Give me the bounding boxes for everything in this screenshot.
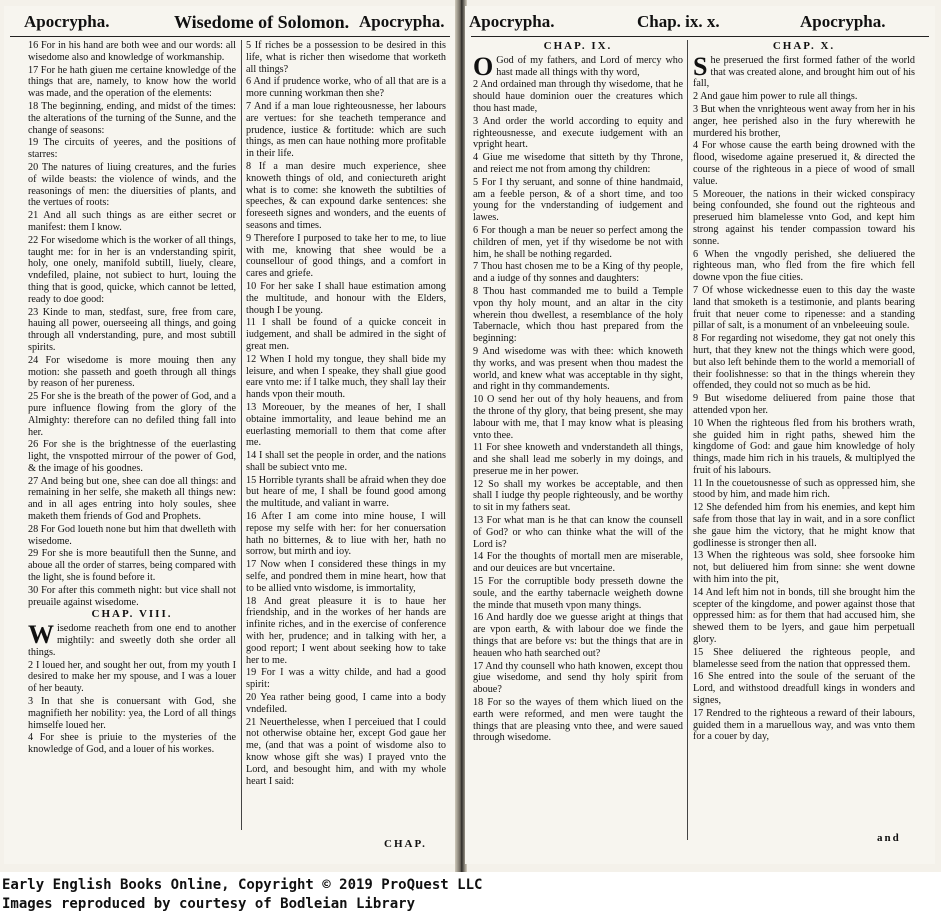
verse: 20 The natures of liuing creatures, and the furies of wilde beasts: the violence of winds, and the reasonings of men: the diuersities of plants, and the vertues of roots:: [28, 161, 236, 209]
chapter-heading: CHAP. X.: [772, 40, 836, 52]
verse: 24 For wisedome is more mouing then any motion: she passeth and goeth through all things by reason of her pureness.: [28, 354, 236, 390]
verse: 19 The circuits of yeeres, and the positions of starres:: [28, 137, 236, 161]
verse: 5 Moreouer, the nations in their wicked conspiracy being confounded, she found out the righteous and preserued him blamelesse vnto God, and kept him strong against his tender compassion toward his sonne.: [693, 188, 915, 247]
verse: 22 For wisedome which is the worker of all things, taught me: for in her is an vnderstanding spirit, holy, one onely, manifold subtill, liuely, cleare, vndefiled, plaine, not subiect to hurt, louing the thing that is good, quicke, which cannot be letted, ready to doe good:: [28, 234, 236, 305]
right-column-2: [693, 40, 915, 840]
verse: 10 When the righteous fled from his brothers wrath, she guided him in right paths, shewed him the kingdome of God: and gaue him knowledge of holy things, made him rich in his trauels, & multiplyed the fruit of his labours.: [693, 417, 915, 476]
verse: 10 For her sake I shall haue estimation among the multitude, and honour with the Elders, though I be young.: [246, 280, 446, 316]
verse: 18 For so the wayes of them which liued on the earth were reformed, and men were taught the things that are pleasing vnto thee, and were saued through wisedome.: [473, 697, 683, 744]
verse: 13 For what man is he that can know the counsell of God? or who can thinke what the will of the Lord is?: [473, 515, 683, 550]
verse: 7 Thou hast chosen me to be a King of thy people, and a iudge of thy sonnes and daughters:: [473, 261, 683, 285]
verse: OGod of my fathers, and Lord of mercy who hast made all things with thy word,: [473, 51, 683, 81]
verse: 5 For I thy seruant, and sonne of thine handmaid, am a feeble person, & of a short time, and too young for the vnderstanding of iudgement and lawes.: [473, 176, 683, 224]
verse: 20 Yea rather being good, I came into a body vndefiled.: [246, 692, 446, 715]
verse: 30 For after this commeth night: but vice shall not preuaile against wisedome.: [28, 584, 236, 608]
verse: 16 For in his hand are both wee and our words: all wisedome also and knowledge of workmanship.: [28, 40, 236, 63]
verse: 3 In that she is conuersant with God, she magnifieth her nobility: yea, the Lord of all things himselfe loued her.: [28, 696, 236, 731]
right-header-left: Apocrypha.: [469, 12, 555, 31]
right-running-head: [465, 10, 935, 36]
verse: 15 Shee deliuered the righteous people, and blamelesse seed from the nation that oppressed them.: [693, 646, 915, 670]
chapter-heading: CHAP. VIII.: [91, 608, 173, 621]
catchword: and: [877, 832, 901, 844]
left-running-head: [4, 10, 456, 36]
verse: 17 For he hath giuen me certaine knowledge of the things that are, namely, to know how the world was made, and the operation of the elements:: [28, 64, 236, 100]
column-divider: [687, 40, 688, 840]
verse: 13 Moreouer, by the meanes of her, I shall obtaine immortality, and leaue behind me an euerlasting memoriall to them that come after me.: [246, 401, 446, 449]
header-rule: [471, 36, 929, 37]
chapter-heading: CHAP. IX.: [543, 40, 613, 52]
verse: 16 And hardly doe we guesse aright at things that are vpon earth, & with labour doe we finde the things that are before vs: but the things that are in heauen who hath searched out?: [473, 612, 683, 659]
verse: 4 Giue me wisedome that sitteth by thy Throne, and reiect me not from among thy children:: [473, 152, 683, 175]
verse: 4 For whose cause the earth being drowned with the flood, wisedome againe preserued it, & directed the course of the righteous in a piece of wood of small value.: [693, 140, 915, 187]
column-divider: [241, 40, 242, 830]
verse: 9 Therefore I purposed to take her to me, to liue with me, knowing that shee would be a counsellour of good things, and a comfort in cares and griefe.: [246, 232, 446, 280]
verse: 14 And left him not in bonds, till she brought him the scepter of the kingdome, and power against those that oppressed him: as for them that had accused him, she shewed them to be lyers, and gaue him perpetuall glory.: [693, 586, 915, 646]
verse: 15 For the corruptible body presseth downe the soule, and the earthy tabernacle weigheth downe the minde that museth vpon many things.: [473, 576, 683, 611]
verse: 8 Thou hast commanded me to build a Temple vpon thy holy mount, and an altar in the city wherein thou dwellest, a resemblance of the holy Tabernacle, which thou hast prepared from the beginning:: [473, 285, 683, 345]
verse: 11 For shee knoweth and vnderstandeth all things, and she shall lead me soberly in my doings, and preserue me in her power.: [473, 442, 683, 477]
right-page: [465, 6, 935, 864]
verse: 17 And thy counsell who hath knowen, except thou giue wisedome, and send thy holy spirit from aboue?: [473, 660, 683, 696]
left-header-title: Wisedome of Solomon.: [174, 12, 350, 32]
verse: 11 I shall be found of a quicke conceit in iudgement, and shall be admired in the sight of great men.: [246, 317, 446, 352]
verse: 28 For God loueth none but him that dwelleth with wisedome.: [28, 523, 236, 547]
verse: 12 When I hold my tongue, they shall bide my leisure, and when I speake, they shall giue good eare vnto me: if I talke much, they shall lay their hands vpon their mouth.: [246, 353, 446, 401]
verse: 21 Neuerthelesse, when I perceiued that I could not otherwise obtaine her, except God gaue her me, (and that was a point of wisdome also to know whose gift she was) I prayed vnto the Lord, and besought him, and with my whole heart I said:: [246, 716, 446, 787]
verse: 12 So shall my workes be acceptable, and then shall I iudge thy people righteously, and be worthy to sit in my fathers seat.: [473, 478, 683, 514]
verse: 6 And if prudence worke, who of all that are is a more cunning workman then she?: [246, 76, 446, 100]
verse: 12 She defended him from his enemies, and kept him safe from those that lay in wait, and in a sore conflict she gaue him the victory, that he might know that godlinesse is stronger then all.: [693, 502, 915, 549]
verse: 18 And great pleasure it is to haue her friendship, and in the workes of her hands are infinite riches, and in the exercise of conference with her, prudence; and in talking with her, a good report; I went about seeking how to take her to me.: [246, 595, 446, 666]
verse: 26 For she is the brightnesse of the euerlasting light, the vnspotted mirrour of the power of God, & the image of his goodnes.: [28, 439, 236, 474]
left-header-left: Apocrypha.: [24, 12, 110, 31]
verse: 16 After I am come into mine house, I will repose my selfe with her: for her conuersation hath no bitternes, & to liue with her, hath no sorrow, but mirth and ioy.: [246, 511, 446, 558]
verse: 2 And ordained man through thy wisedome, that he should haue dominion ouer the creatures which thou hast made,: [473, 79, 683, 114]
verse: 8 If a man desire much experience, shee knoweth things of old, and coniectureth aright what is to come: she knoweth the subtilties of speeches, & can expound darke sentences: she foreseeth signes and wonders, and the euents of seasons and times.: [246, 160, 446, 231]
left-page: [4, 6, 456, 864]
verse: 16 She entred into the soule of the seruant of the Lord, and withstood dreadfull kings in wonders and signes,: [693, 671, 915, 707]
header-rule: [10, 36, 450, 37]
verse: 17 Now when I considered these things in my selfe, and pondred them in mine heart, how that to be allied vnto wisdome, is immortality,: [246, 559, 446, 594]
left-column-1: [28, 40, 236, 830]
verse: 3 And order the world according to equity and righteousnesse, and execute iudgement with an vpright heart.: [473, 115, 683, 151]
verse: She preserued the first formed father of the world that was created alone, and brought him out of his fall,: [693, 51, 915, 90]
right-header-right: Apocrypha.: [800, 12, 886, 31]
verse: 5 If riches be a possession to be desired in this life, what is richer then wisedome that worketh all things?: [246, 40, 446, 75]
verse: 6 For though a man be neuer so perfect among the children of men, yet if thy wisedome be not with him, he shall be nothing regarded.: [473, 224, 683, 260]
verse: 18 The beginning, ending, and midst of the times: the alterations of the turning of the Sunne, and the change of seasons:: [28, 100, 236, 136]
verse: 23 Kinde to man, stedfast, sure, free from care, hauing all power, ouerseeing all things, and going through all vnderstanding, pure, and most subtill spirits.: [28, 306, 236, 353]
verse: 19 For I was a witty childe, and had a good spirit:: [246, 667, 446, 691]
verse: 13 When the righteous was sold, shee forsooke him not, but deliuered him from sinne: she went downe with him into the pit,: [693, 550, 915, 586]
verse: 4 For shee is priuie to the mysteries of the knowledge of God, and a louer of his workes.: [28, 732, 236, 756]
credit-line-1: Early English Books Online, Copyright © 2019 ProQuest LLC: [2, 877, 483, 893]
verse: 10 O send her out of thy holy heauens, and from the throne of thy glory, that being present, she may labour with me, that I may know what is pleasing vnto thee.: [473, 394, 683, 441]
left-header-right: Apocrypha.: [359, 12, 445, 31]
verse: 11 In the couetousnesse of such as oppressed him, she stood by him, and made him rich.: [693, 477, 915, 501]
verse: 29 For she is more beautifull then the Sunne, and aboue all the order of starres, being compared with the light, she is found before it.: [28, 548, 236, 584]
verse: 14 For the thoughts of mortall men are miserable, and our deuices are but vncertaine.: [473, 551, 683, 575]
verse: 9 But wisedome deliuered from paine those that attended vpon her.: [693, 393, 915, 416]
verse: 27 And being but one, shee can doe all things: and remaining in her selfe, she maketh all things new: and in all ages entring into holy soules, shee maketh them friends of God and Prophets.: [28, 475, 236, 523]
left-column-2: [246, 40, 446, 830]
verse: 25 For she is the breath of the power of God, and a pure influence flowing from the glory of the Almighty: therefore can no defiled thing fall into her.: [28, 391, 236, 438]
verse: Wisedome reacheth from one end to another mightily: and sweetly doth she order all things.: [28, 620, 236, 658]
verse: 2 And gaue him power to rule all things.: [693, 91, 858, 103]
credit-line-2: Images reproduced by courtesy of Bodleian Library: [2, 896, 416, 912]
verse: 15 Horrible tyrants shall be afraid when they doe but heare of me, I shall be found good among the multitude, and valiant in warre.: [246, 474, 446, 510]
verse: 9 And wisedome was with thee: which knoweth thy works, and was present when thou madest the world, and knew what was acceptable in thy sight, and right in thy commandements.: [473, 345, 683, 393]
catchword: CHAP.: [384, 838, 427, 850]
right-column-1: [473, 40, 683, 840]
credit-footer: [0, 872, 941, 918]
verse: 6 When the vngodly perished, she deliuered the righteous man, who fled from the fire which fell downe vpon the fiue cities.: [693, 248, 915, 284]
verse: 17 Rendred to the righteous a reward of their labours, guided them in a maruellous way, and was vnto them for a couer by day,: [693, 707, 915, 743]
right-header-chapter: Chap. ix. x.: [637, 12, 720, 31]
verse: 8 For regarding not wisedome, they gat not onely this hurt, that they knew not the things which were good, but also left behinde them to the world a memoriall of their foolishnesse: so that in the things wherein they offended, they could not so much as be hid.: [693, 333, 915, 392]
verse: 3 But when the vnrighteous went away from her in his anger, hee perished also in the fury wherewith he murdered his brother,: [693, 103, 915, 139]
verse: 2 I loued her, and sought her out, from my youth I desired to make her my spouse, and I was a louer of her beauty.: [28, 659, 236, 695]
verse: 21 And all such things as are either secret or manifest: them I know.: [28, 210, 236, 233]
verse: 7 Of whose wickednesse euen to this day the waste land that smoketh is a testimonie, and plants bearing fruit that neuer come to ripenesse: and a standing pillar of salt, is a monument of an vnbeleeuing soule.: [693, 284, 915, 332]
verse: 14 I shall set the people in order, and the nations shall be subiect vnto me.: [246, 450, 446, 473]
verse: 7 And if a man loue righteousnesse, her labours are vertues: for she teacheth temperance and prudence, iustice & fortitude: which are such things, as men can haue nothing more profitable in their life.: [246, 100, 446, 160]
